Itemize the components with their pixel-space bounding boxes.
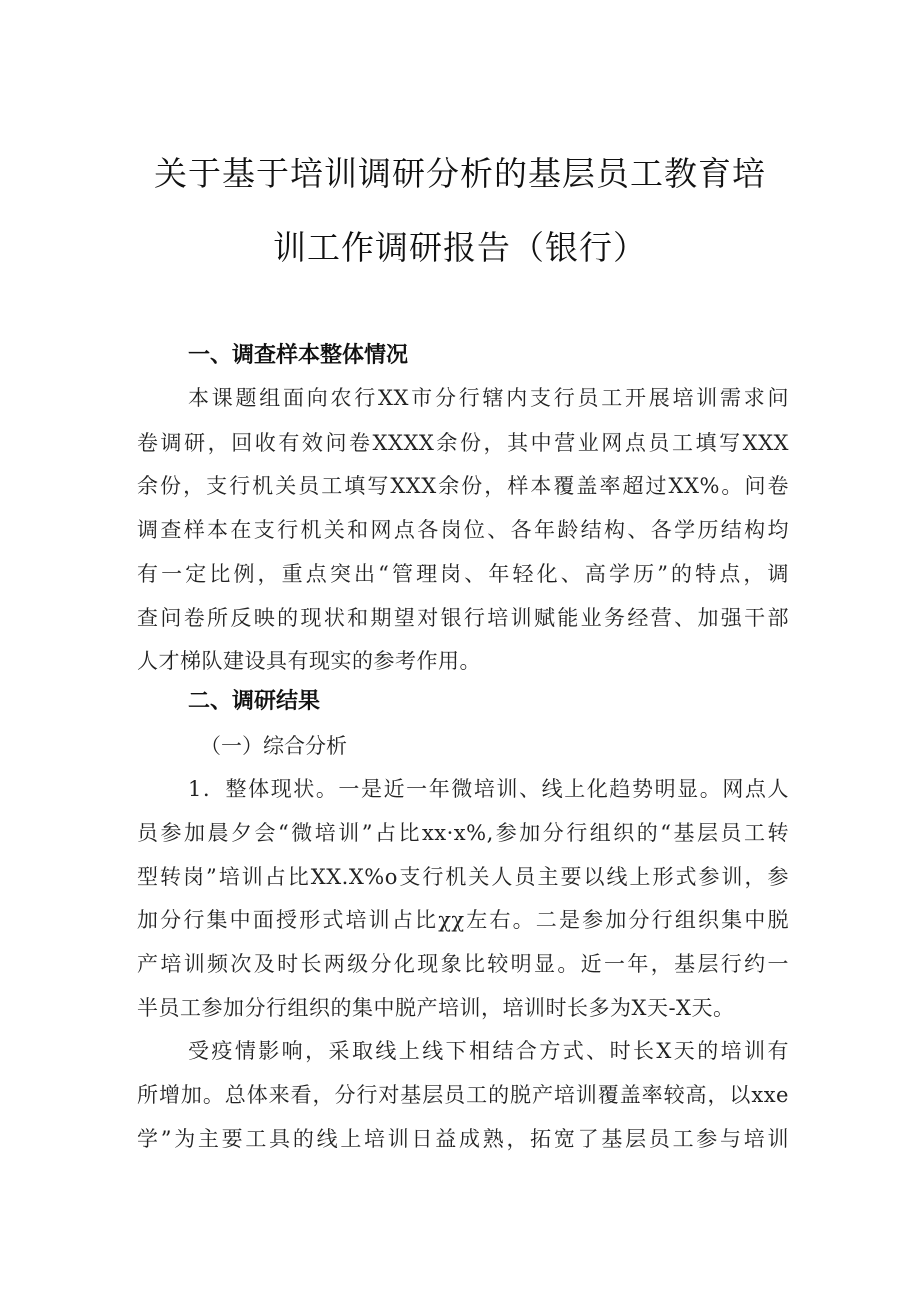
- document-title-line-1: 关于基于培训调研分析的基层员工教育培: [154, 154, 766, 193]
- paragraph-line: 所增加。总体来看，分行对基层员工的脱产培训覆盖率较高，以xxe: [137, 1083, 789, 1107]
- paragraph-line: 调查样本在支行机关和网点各岗位、各年龄结构、各学历结构均: [137, 518, 789, 542]
- paragraph-line: 员参加晨夕会“微培训”占比xx·x%,参加分行组织的“基层员工转: [137, 821, 789, 845]
- paragraph-line: 卷调研，回收有效问卷XXXX余份，其中营业网点员工填写XXX: [137, 431, 789, 455]
- paragraph-line: 查问卷所反映的现状和期望对银行培训赋能业务经营、加强干部: [137, 606, 789, 630]
- paragraph-line: 受疫情影响，采取线上线下相结合方式、时长X天的培训有: [188, 1039, 789, 1063]
- paragraph-line: 余份，支行机关员工填写XXX余份，样本覆盖率超过XX%。问卷: [137, 474, 789, 498]
- paragraph-line: 学”为主要工具的线上培训日益成熟，拓宽了基层员工参与培训: [137, 1127, 789, 1151]
- paragraph-line: 本课题组面向农行XX市分行辖内支行员工开展培训需求问: [188, 386, 789, 410]
- paragraph-line: 有一定比例，重点突出“管理岗、年轻化、高学历”的特点，调: [137, 562, 789, 586]
- paragraph-line: 加分行集中面授形式培训占比χχ左右。二是参加分行组织集中脱: [137, 908, 789, 932]
- paragraph-line: 1．整体现状。一是近一年微培训、线上化趋势明显。网点人: [188, 777, 789, 801]
- paragraph-line: 产培训频次及时长两级分化现象比较明显。近一年，基层行约一: [137, 952, 789, 976]
- document-title-line-2: 训工作调研报告（银行）: [273, 228, 647, 267]
- paragraph-line: 型转岗”培训占比XX.X%o支行机关人员主要以线上形式参训，参: [137, 865, 789, 889]
- section-heading-results: 二、调研结果: [188, 689, 321, 714]
- paragraph-line: 半员工参加分行组织的集中脱产培训，培训时长多为X天-X天。: [137, 996, 735, 1020]
- section-heading-sample-overview: 一、调查样本整体情况: [188, 343, 409, 368]
- paragraph-line: 人才梯队建设具有现实的参考作用。: [137, 649, 481, 673]
- subsection-heading-comprehensive-analysis: （一）综合分析: [200, 734, 347, 758]
